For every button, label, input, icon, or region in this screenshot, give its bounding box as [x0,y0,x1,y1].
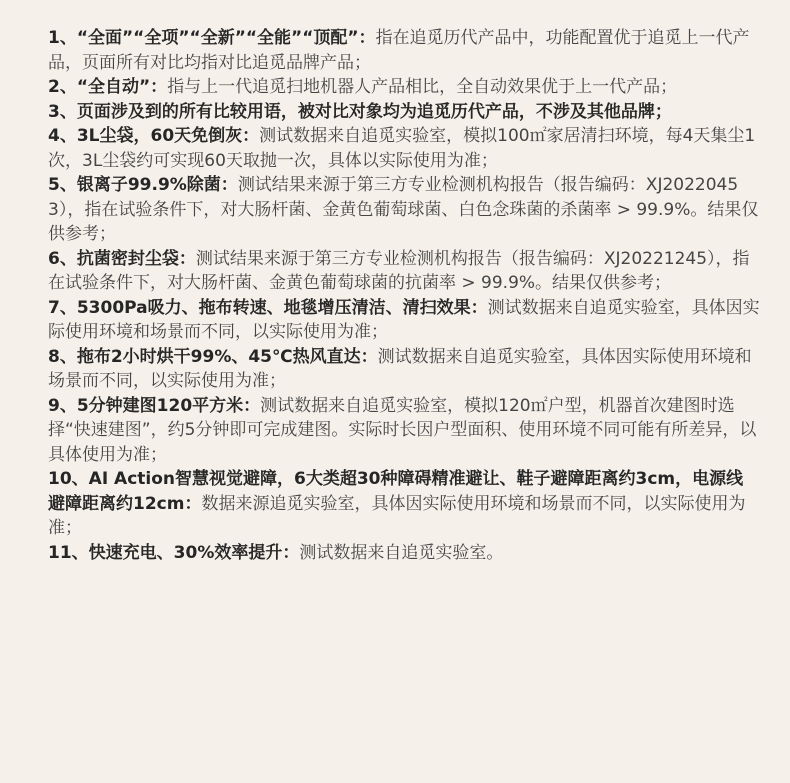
note-text: 测试数据来自追觅实验室，模拟100㎡家居清扫环境，每4天集尘1次，3L尘袋约可实现60天取抛一次，具体以实际使用为准； [48,126,756,171]
note-title: 9、5分钟建图120平方米： [48,395,261,416]
note-text: 测试结果来源于第三方专业检测机构报告（报告编码：XJ20221245），指在试验条件下，对大肠杆菌、金黄色葡萄球菌的抗菌率 > 99.9%。结果仅供参考； [48,248,750,293]
note-text: 指与上一代追觅扫地机器人产品相比，全自动效果优于上一代产品； [167,77,678,97]
note-title: 4、3L尘袋，60天免倒灰： [48,126,260,146]
note-title: 10、AI Action智慧视觉避障，6大类超30种障碍精准避让、鞋子避障距离约3cm，电源线避障距离约12cm： [48,469,744,514]
note-text: 指在追觅历代产品中，功能配置优于追觅上一代产品，页面所有对比均指对比追觅品牌产品； [48,28,750,73]
note-text: 测试数据来自追觅实验室，具体因实际使用环境和场景而不同，以实际使用为准； [48,346,752,391]
note-6 [48,247,760,296]
note-title: 7、5300Pa吸力、拖布转速、地毯增压清洁、清扫效果： [48,297,488,318]
note-text: 数据来源追觅实验室，具体因实际使用环境和场景而不同，以实际使用为准； [48,493,746,538]
note-title: 1、“全面”“全项”“全新”“全能”“顶配”： [48,28,376,48]
note-3 [48,100,760,125]
note-9 [48,394,760,468]
note-text: 测试数据来自追觅实验室。 [299,542,504,563]
note-4 [48,124,760,173]
note-text: 测试数据来自追觅实验室，模拟120㎡户型，机器首次建图时选择“快速建图”，约5分钟即可完成建图。实际时长因户型面积、使用环境不同可能有所差异，以具体使用为准； [48,395,757,465]
note-2 [48,75,760,100]
note-text: 测试结果来源于第三方专业检测机构报告（报告编码：XJ20220453），指在试验条件下，对大肠杆菌、金黄色葡萄球菌、白色念珠菌的杀菌率 > 99.9%。结果仅供参考； [48,175,759,244]
note-title: 6、抗菌密封尘袋： [48,248,196,269]
note-title: 5、银离子99.9%除菌： [48,175,238,195]
note-title: 8、拖布2小时烘干99%、45℃热风直达： [48,346,378,367]
note-1 [48,26,760,75]
note-title: 3、页面涉及到的所有比较用语，被对比对象均为追觅历代产品，不涉及其他品牌； [48,101,672,122]
note-7 [48,296,760,345]
note-10 [48,467,760,541]
note-title: 11、快速充电、30%效率提升： [48,542,300,563]
note-11 [48,541,760,566]
note-text: 测试数据来自追觅实验室，具体因实际使用环境和场景而不同，以实际使用为准； [48,297,760,342]
note-5 [48,173,760,247]
note-title: 2、“全自动”： [48,77,168,97]
note-8 [48,345,760,394]
